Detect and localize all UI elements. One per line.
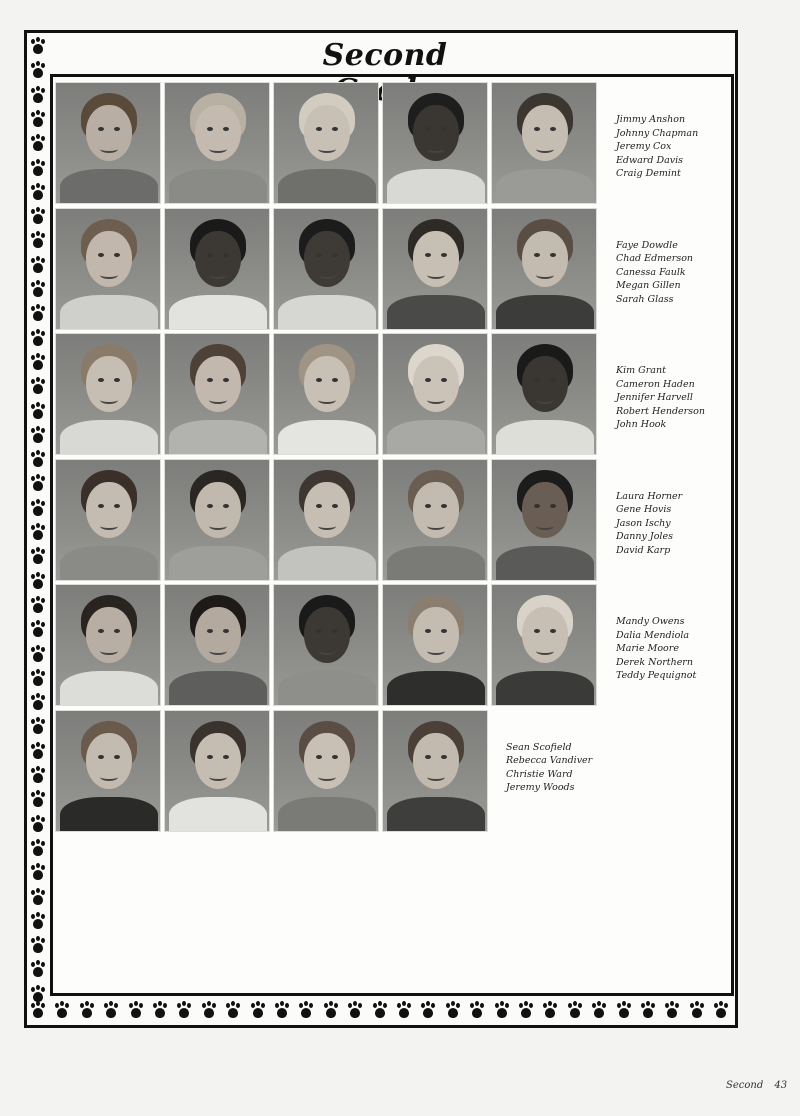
paw-print-icon <box>30 838 46 858</box>
paw-print-icon <box>372 1000 388 1020</box>
paw-print-icon <box>30 60 46 80</box>
student-name: Danny Joles <box>616 531 673 543</box>
student-name: Sean Scofield <box>506 741 572 753</box>
page-folio <box>726 1080 787 1091</box>
paw-print-icon <box>30 230 46 250</box>
student-photo <box>164 333 270 455</box>
name-list <box>616 615 696 683</box>
student-photo <box>55 584 161 706</box>
student-photo <box>55 82 161 204</box>
paw-print-icon <box>54 1000 70 1020</box>
student-photo <box>382 208 488 330</box>
student-name: Teddy Pequignot <box>616 670 697 682</box>
page-title: Second <box>322 38 448 73</box>
paw-print-icon <box>689 1000 705 1020</box>
student-name: Derek Northern <box>616 656 693 668</box>
paw-print-icon <box>30 473 46 493</box>
paw-print-icon <box>713 1000 729 1020</box>
student-name: Rebecca Vandiver <box>506 755 593 767</box>
paw-print-icon <box>30 644 46 664</box>
student-photo <box>55 333 161 455</box>
paw-print-icon <box>30 449 46 469</box>
student-name: Johnny Chapman <box>616 127 699 139</box>
student-photo <box>273 584 379 706</box>
student-name: Megan Gillen <box>616 280 681 292</box>
paw-print-icon <box>396 1000 412 1020</box>
student-photo <box>273 459 379 581</box>
student-photo <box>382 710 488 832</box>
paw-print-icon <box>201 1000 217 1020</box>
student-name: Jimmy Anshon <box>616 114 686 125</box>
paw-print-icon <box>298 1000 314 1020</box>
paw-print-icon <box>30 328 46 348</box>
paw-print-icon <box>30 425 46 445</box>
paw-print-icon <box>30 619 46 639</box>
paw-print-icon <box>274 1000 290 1020</box>
paw-print-icon <box>30 182 46 202</box>
paw-print-icon <box>640 1000 656 1020</box>
student-name: Faye Dowdle <box>616 239 678 251</box>
paw-print-icon <box>323 1000 339 1020</box>
paw-print-icon <box>469 1000 485 1020</box>
paw-print-icon <box>30 85 46 105</box>
student-photo <box>273 710 379 832</box>
paw-print-icon <box>30 109 46 129</box>
paw-print-icon <box>128 1000 144 1020</box>
paw-print-icon <box>347 1000 363 1020</box>
paw-print-icon <box>30 814 46 834</box>
paw-print-icon <box>30 668 46 688</box>
paw-print-icon <box>664 1000 680 1020</box>
paw-print-icon <box>30 595 46 615</box>
student-name: David Karp <box>616 544 671 556</box>
student-photo <box>55 459 161 581</box>
student-photo <box>164 459 270 581</box>
paw-print-icon <box>30 376 46 396</box>
student-name: Dalia Mendiola <box>616 629 690 641</box>
paw-print-icon <box>176 1000 192 1020</box>
student-photo <box>491 584 597 706</box>
paw-print-icon <box>567 1000 583 1020</box>
paw-print-icon <box>30 158 46 178</box>
student-photo <box>491 208 597 330</box>
student-name: Canessa Faulk <box>616 266 686 278</box>
student-photo <box>55 208 161 330</box>
paw-print-icon <box>30 401 46 421</box>
paw-print-icon <box>30 255 46 275</box>
student-photo <box>273 208 379 330</box>
student-name: Christie Ward <box>506 768 573 780</box>
paw-print-icon <box>542 1000 558 1020</box>
folio-section: Second <box>726 1080 764 1091</box>
paw-print-icon <box>30 206 46 226</box>
student-name: Edward Davis <box>616 154 684 166</box>
paw-print-icon <box>445 1000 461 1020</box>
paw-print-icon <box>30 716 46 736</box>
paw-print-icon <box>30 352 46 372</box>
paw-print-icon <box>420 1000 436 1020</box>
student-name: Marie Moore <box>616 643 679 655</box>
student-photo <box>491 82 597 204</box>
folio-page-number: 43 <box>774 1080 788 1091</box>
paw-print-icon <box>30 789 46 809</box>
student-photo <box>164 584 270 706</box>
student-name: Jeremy Cox <box>616 141 672 153</box>
paw-print-icon <box>591 1000 607 1020</box>
paw-print-icon <box>30 887 46 907</box>
paw-print-icon <box>79 1000 95 1020</box>
name-list <box>616 113 698 181</box>
paw-print-icon <box>30 498 46 518</box>
student-photo <box>164 710 270 832</box>
student-photo <box>273 333 379 455</box>
paw-print-icon <box>30 862 46 882</box>
student-name: Sarah Glass <box>616 293 674 305</box>
paw-print-icon <box>30 546 46 566</box>
paw-print-icon <box>30 911 46 931</box>
name-list <box>616 364 705 432</box>
student-photo <box>382 584 488 706</box>
student-photo <box>55 710 161 832</box>
student-name: Jason Ischy <box>616 517 671 529</box>
student-name: Laura Horner <box>616 490 683 502</box>
paw-print-icon <box>616 1000 632 1020</box>
name-list <box>616 239 693 307</box>
paw-print-icon <box>30 303 46 323</box>
student-name: Jeremy Woods <box>506 782 575 794</box>
paw-print-icon <box>30 522 46 542</box>
student-photo <box>382 82 488 204</box>
student-photo <box>164 208 270 330</box>
paw-print-icon <box>30 741 46 761</box>
student-name: Kim Grant <box>616 365 666 376</box>
paw-print-icon <box>518 1000 534 1020</box>
name-list <box>506 741 592 795</box>
student-photo <box>491 333 597 455</box>
paw-print-icon <box>103 1000 119 1020</box>
paw-print-icon <box>152 1000 168 1020</box>
student-name: Jennifer Harvell <box>616 392 693 404</box>
paw-print-icon <box>30 959 46 979</box>
paw-print-icon <box>225 1000 241 1020</box>
paw-print-icon <box>494 1000 510 1020</box>
paw-print-icon <box>250 1000 266 1020</box>
student-name: Craig Demint <box>616 168 681 180</box>
paw-print-icon <box>30 279 46 299</box>
paw-print-icon <box>30 692 46 712</box>
student-name: Mandy Owens <box>616 616 685 627</box>
student-name: Robert Henderson <box>616 405 705 417</box>
paw-print-icon <box>30 36 46 56</box>
paw-print-icon <box>30 571 46 591</box>
paw-print-icon <box>30 935 46 955</box>
student-name: Chad Edmerson <box>616 253 694 265</box>
paw-print-icon <box>30 1000 46 1020</box>
student-photo <box>382 333 488 455</box>
paw-print-icon <box>30 765 46 785</box>
student-photo <box>273 82 379 204</box>
paw-print-icon <box>30 133 46 153</box>
student-photo <box>491 459 597 581</box>
student-name: Cameron Haden <box>616 378 695 390</box>
student-photo <box>382 459 488 581</box>
student-name: Gene Hovis <box>616 504 672 516</box>
student-photo <box>164 82 270 204</box>
student-name: John Hook <box>616 419 667 431</box>
name-list <box>616 490 682 558</box>
